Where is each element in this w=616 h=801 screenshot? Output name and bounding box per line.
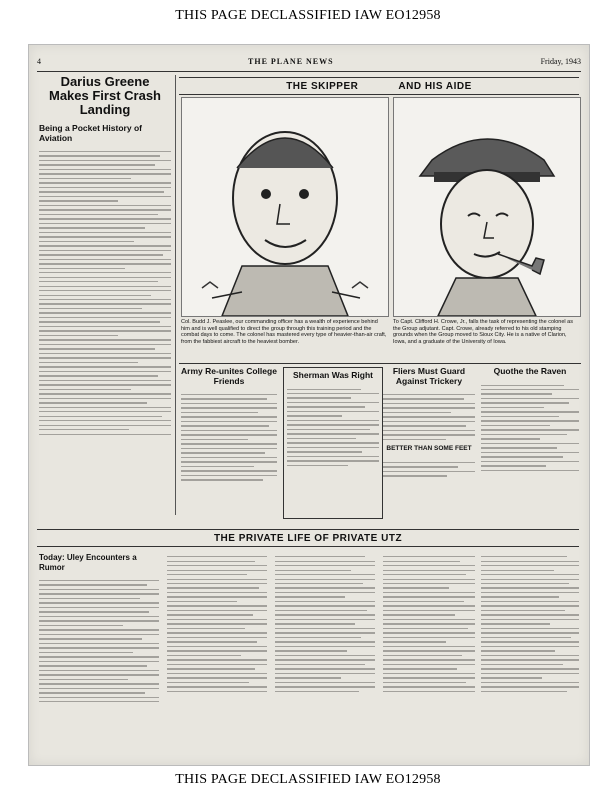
masthead xyxy=(37,57,581,69)
left-article xyxy=(39,75,171,515)
quote-headline: Quothe the Raven xyxy=(493,366,567,376)
uley-article xyxy=(39,553,159,753)
utz-col-3 xyxy=(383,553,475,753)
declassified-banner-bottom: THIS PAGE DECLASSIFIED IAW EO12958 xyxy=(175,772,441,787)
skipper-cartoon xyxy=(181,97,389,317)
skipper-caption: Col. Budd J. Peaslee, our commanding officer has a wealth of experience behind him and is well qualified to direct the group through this training period and the combat days to come. The colonel has mastered every type of heavier-than-air craft, from the fabbiest aircraft to the heaviest bomber. xyxy=(181,319,387,345)
skipper-portrait-icon xyxy=(182,98,388,316)
better-headline: BETTER THAN SOME FEET xyxy=(386,445,472,453)
masthead-rule xyxy=(37,71,581,72)
aide-cartoon xyxy=(393,97,581,317)
utz-col-1 xyxy=(167,553,267,753)
issue-date: Friday, 1943 xyxy=(540,57,581,66)
quote-article xyxy=(481,367,579,517)
declassified-banner-top: THIS PAGE DECLASSIFIED IAW EO12958 xyxy=(175,8,441,23)
page-number: 4 xyxy=(37,57,41,66)
army-headline: Army Re-unites College Friends xyxy=(181,366,277,386)
aide-title: AND HIS AIDE xyxy=(398,80,472,92)
sherman-article xyxy=(283,367,383,519)
uley-headline: Today: Uley Encounters a Rumor xyxy=(39,553,137,572)
column-divider xyxy=(175,75,176,515)
private-life-title: THE PRIVATE LIFE OF PRIVATE UTZ xyxy=(213,532,403,544)
army-article xyxy=(181,367,277,517)
left-article-subhead: Being a Pocket History of Aviation xyxy=(39,123,142,143)
skipper-title: THE SKIPPER xyxy=(286,80,359,92)
fliers-article xyxy=(383,367,475,517)
aide-caption: To Capt. Clifford H. Crowe, Jr., falls the task of representing the colonel as the Group adjutant. Capt. Crowe, already referred to his old stamping grounds when the Group moved to Sioux City. He is a native of Clarion, Iowa, and a graduate of the University of Iowa. xyxy=(393,319,573,345)
mid-rule xyxy=(179,363,581,364)
skipper-section-band xyxy=(179,77,579,95)
left-article-headline: Darius Greene Makes First Crash Landing xyxy=(49,74,161,117)
newspaper-page xyxy=(28,44,590,766)
fliers-headline: Fliers Must Guard Against Trickery xyxy=(392,366,466,386)
sherman-headline: Sherman Was Right xyxy=(293,370,373,380)
private-life-band xyxy=(37,529,579,547)
aide-portrait-icon xyxy=(394,98,580,316)
utz-col-2 xyxy=(275,553,375,753)
paper-name: THE PLANE NEWS xyxy=(248,57,334,66)
utz-col-4 xyxy=(481,553,579,753)
left-article-body xyxy=(39,151,171,435)
